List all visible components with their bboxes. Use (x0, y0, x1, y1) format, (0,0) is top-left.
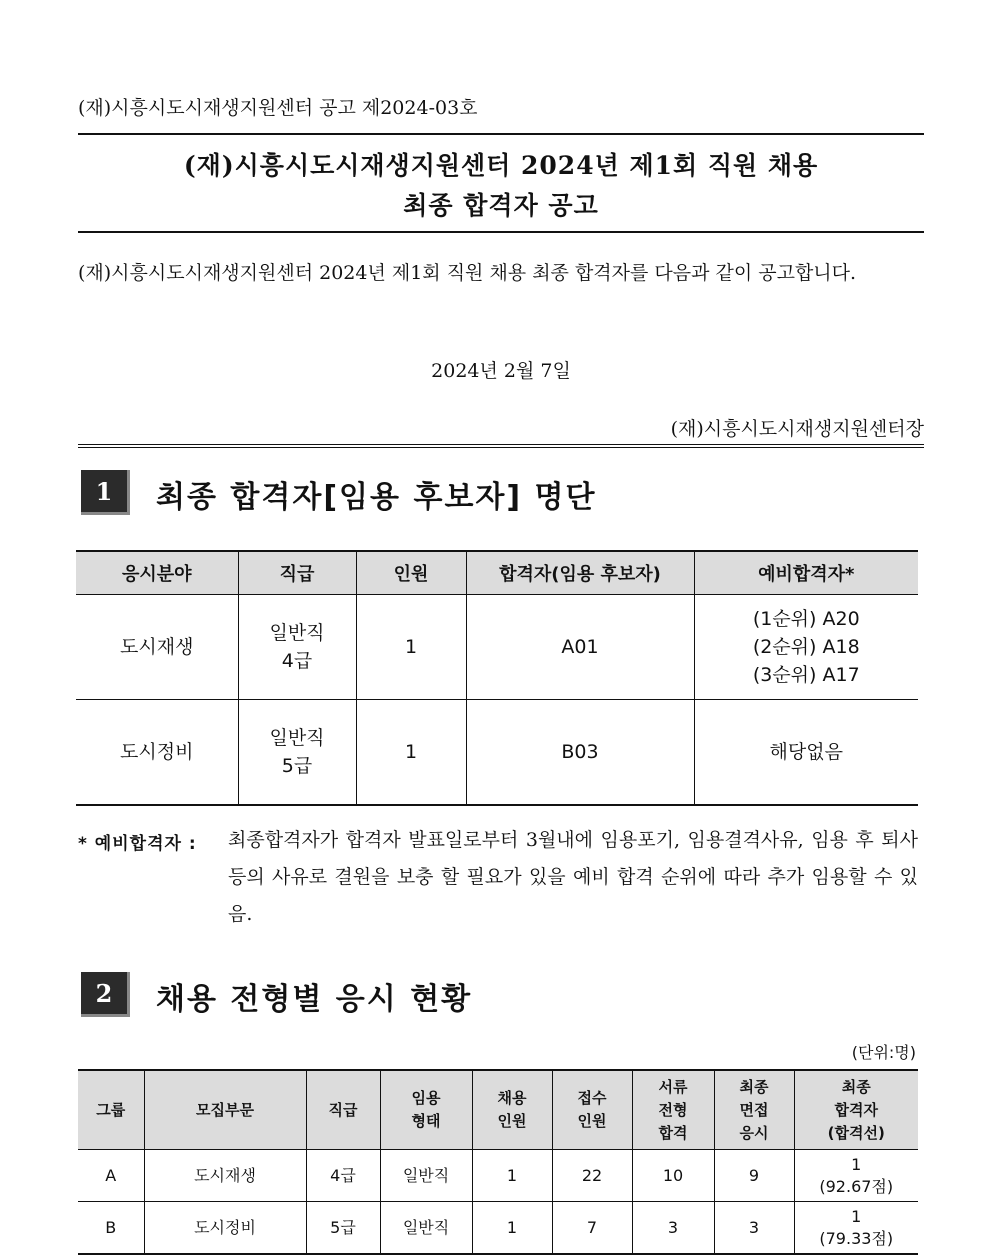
column-header (78, 1070, 144, 1150)
interview-cell: 9 (714, 1150, 794, 1202)
table-row (76, 700, 918, 806)
column-header (380, 1070, 472, 1150)
final-count: 1 (851, 1206, 862, 1226)
notice-number: (재)시흥시도시재생지원센터 공고 제2024-03호 (78, 97, 478, 119)
column-header: 예비합격자* (694, 551, 918, 595)
header-text: 면접 (739, 1100, 769, 1119)
reserve-cell (694, 595, 918, 700)
page-title-line2: 최종 합격자 공고 (403, 191, 599, 220)
section-title: 채용 전형별 응시 현황 (156, 982, 473, 1017)
field-cell: 도시재생 (76, 595, 238, 700)
grade-type: 일반직 (269, 622, 325, 644)
header-text: 전형 (658, 1100, 688, 1119)
doc-pass-cell: 10 (632, 1150, 714, 1202)
reserve-item: 해당없음 (769, 741, 843, 763)
group-cell: A (78, 1150, 144, 1202)
table-header-row (76, 551, 918, 595)
count-cell: 1 (356, 700, 466, 806)
column-header (794, 1070, 918, 1150)
header-text: 최종 (841, 1077, 871, 1096)
grade-level: 4급 (281, 650, 313, 672)
column-header: 직급 (238, 551, 356, 595)
dept-cell: 도시재생 (144, 1150, 306, 1202)
dept-cell: 도시정비 (144, 1202, 306, 1255)
interview-cell: 3 (714, 1202, 794, 1255)
column-header (632, 1070, 714, 1150)
header-text: 임용 (411, 1089, 441, 1107)
column-header: 응시분야 (76, 551, 238, 595)
column-header (144, 1070, 306, 1150)
group-cell: B (78, 1202, 144, 1255)
column-header (306, 1070, 380, 1150)
header-text: 합격 (658, 1123, 688, 1142)
type-cell: 일반직 (380, 1202, 472, 1255)
page-title-line1: (재)시흥시도시재생지원센터 2024년 제1회 직원 채용 (183, 151, 819, 180)
title-bottom-rule (78, 231, 924, 233)
hire-cell: 1 (472, 1150, 552, 1202)
issuer-rule-1 (78, 444, 924, 445)
final-cell (794, 1150, 918, 1202)
field-cell: 도시정비 (76, 700, 238, 806)
header-text: 최종 (739, 1077, 769, 1096)
note-label: * 예비합격자 : (78, 834, 197, 854)
column-header: 인원 (356, 551, 466, 595)
table-row (78, 1150, 918, 1202)
grade-cell: 4급 (306, 1150, 380, 1202)
title-top-rule (78, 133, 924, 135)
header-text: 접수 (577, 1089, 607, 1107)
column-header (552, 1070, 632, 1150)
issuer-name: (재)시흥시도시재생지원센터장 (670, 418, 924, 440)
final-passers-table (76, 550, 918, 806)
final-cell (794, 1202, 918, 1255)
final-count: 1 (851, 1154, 862, 1174)
header-text: 그룹 (96, 1100, 126, 1119)
header-text: 형태 (411, 1112, 441, 1130)
apply-cell: 7 (552, 1202, 632, 1255)
section-number-box: 1 (81, 470, 130, 515)
reserve-cell (694, 700, 918, 806)
count-cell: 1 (356, 595, 466, 700)
table-header-row (78, 1070, 918, 1150)
unit-label: (단위:명) (851, 1043, 916, 1062)
cutoff-score: (79.33점) (819, 1228, 894, 1248)
table-row (76, 595, 918, 700)
header-text: 채용 (497, 1089, 527, 1107)
grade-cell (238, 700, 356, 806)
grade-cell (238, 595, 356, 700)
header-text: 직급 (328, 1100, 358, 1119)
grade-level: 5급 (281, 755, 313, 777)
header-text: (합격선) (827, 1123, 885, 1142)
header-text: 인원 (577, 1112, 607, 1130)
passer-cell: B03 (466, 700, 694, 806)
hire-cell: 1 (472, 1202, 552, 1255)
header-text: 응시 (739, 1123, 769, 1142)
notice-date: 2024년 2월 7일 (431, 360, 571, 382)
column-header: 합격자(임용 후보자) (466, 551, 694, 595)
grade-cell: 5급 (306, 1202, 380, 1255)
reserve-item: (3순위) A17 (752, 664, 860, 686)
doc-pass-cell: 3 (632, 1202, 714, 1255)
passer-cell: A01 (466, 595, 694, 700)
cutoff-score: (92.67점) (819, 1176, 894, 1196)
grade-type: 일반직 (269, 727, 325, 749)
header-text: 합격자 (834, 1100, 878, 1119)
section-number-box: 2 (81, 972, 130, 1017)
section-title: 최종 합격자[임용 후보자] 명단 (156, 480, 597, 515)
header-text: 모집부문 (196, 1100, 254, 1119)
intro-paragraph: (재)시흥시도시재생지원센터 2024년 제1회 직원 채용 최종 합격자를 다음과 같이 공고합니다. (78, 262, 857, 284)
note-text: 최종합격자가 합격자 발표일로부터 3월내에 임용포기, 임용결격사유, 임용 후 퇴사 등의 사유로 결원을 보충 할 필요가 있을 예비 합격 순위에 따라 추가 임용할 수 있음. (228, 829, 918, 925)
issuer-rule-2 (78, 447, 924, 448)
table-row (78, 1202, 918, 1255)
reserve-item: (2순위) A18 (752, 636, 860, 658)
column-header (472, 1070, 552, 1150)
reserve-item: (1순위) A20 (752, 608, 860, 630)
header-text: 인원 (497, 1112, 527, 1130)
application-status-table (78, 1069, 918, 1255)
type-cell: 일반직 (380, 1150, 472, 1202)
header-text: 서류 (658, 1077, 688, 1096)
column-header (714, 1070, 794, 1150)
apply-cell: 22 (552, 1150, 632, 1202)
